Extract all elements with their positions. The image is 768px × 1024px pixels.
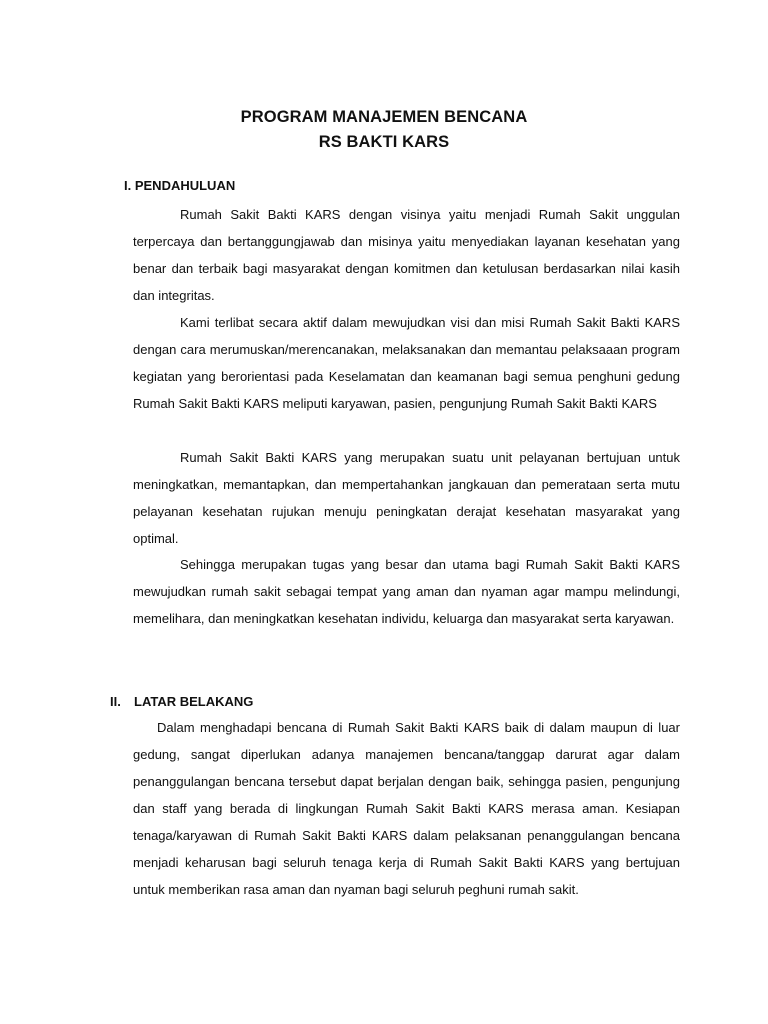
section1-paragraph-2: Kami terlibat secara aktif dalam mewujudkan visi dan misi Rumah Sakit Bakti KARS dengan cara merumuskan/merencanakan, melaksanakan dan memantau pelaksaaan program kegiatan yang berorientasi pada Keselamatan dan keamanan bagi semua penghuni gedung Rumah Sakit Bakti KARS meliputi karyawan, pasien, pengunjung Rumah Sakit Bakti KARS bbox=[133, 315, 680, 411]
document-title-line1: PROGRAM MANAJEMEN BENCANA bbox=[240, 108, 528, 126]
section1-paragraph-3: Rumah Sakit Bakti KARS yang merupakan suatu unit pelayanan bertujuan untuk meningkatkan, memantapkan, dan mempertahankan jangkauan dan pemerataan serta mutu pelayanan kesehatan rujukan menuju peningkatan derajat kesehatan masyarakat yang optimal. bbox=[133, 450, 680, 546]
section1-paragraph-1: Rumah Sakit Bakti KARS dengan visinya yaitu menjadi Rumah Sakit unggulan terpercaya dan bertanggungjawab dan misinya yaitu menyediakan layanan kesehatan yang benar dan terbaik bagi masyarakat dengan komitmen dan ketulusan berdasarkan nilai kasih dan integritas. bbox=[133, 207, 680, 303]
section1-paragraph-4: Sehingga merupakan tugas yang besar dan utama bagi Rumah Sakit Bakti KARS mewujudkan rumah sakit sebagai tempat yang aman dan nyaman agar mampu melindungi, memelihara, dan meningkatkan kesehatan individu, keluarga dan masyarakat serta karyawan. bbox=[133, 557, 680, 626]
section2-heading-text: LATAR BELAKANG bbox=[134, 694, 254, 709]
section2-paragraph-1: Dalam menghadapi bencana di Rumah Sakit Bakti KARS baik di dalam maupun di luar gedung, sangat diperlukan adanya manajemen bencana/tanggap darurat agar dalam penanggulangan bencana tersebut dapat berjalan dengan baik, sehingga pasien, pengunjung dan staff yang berada di lingkungan Rumah Sakit Bakti KARS merasa aman. Kesiapan tenaga/karyawan di Rumah Sakit Bakti KARS dalam pelaksanan penanggulangan bencana menjadi keharusan bagi seluruh tenaga kerja di Rumah Sakit Bakti KARS yang bertujuan untuk memberikan rasa aman dan nyaman bagi seluruh peghuni rumah sakit. bbox=[133, 720, 680, 897]
section2-number: II. bbox=[110, 694, 121, 709]
section1-heading: I. PENDAHULUAN bbox=[124, 178, 236, 193]
document-title-line2: RS BAKTI KARS bbox=[318, 133, 450, 151]
section2-heading bbox=[110, 694, 253, 709]
